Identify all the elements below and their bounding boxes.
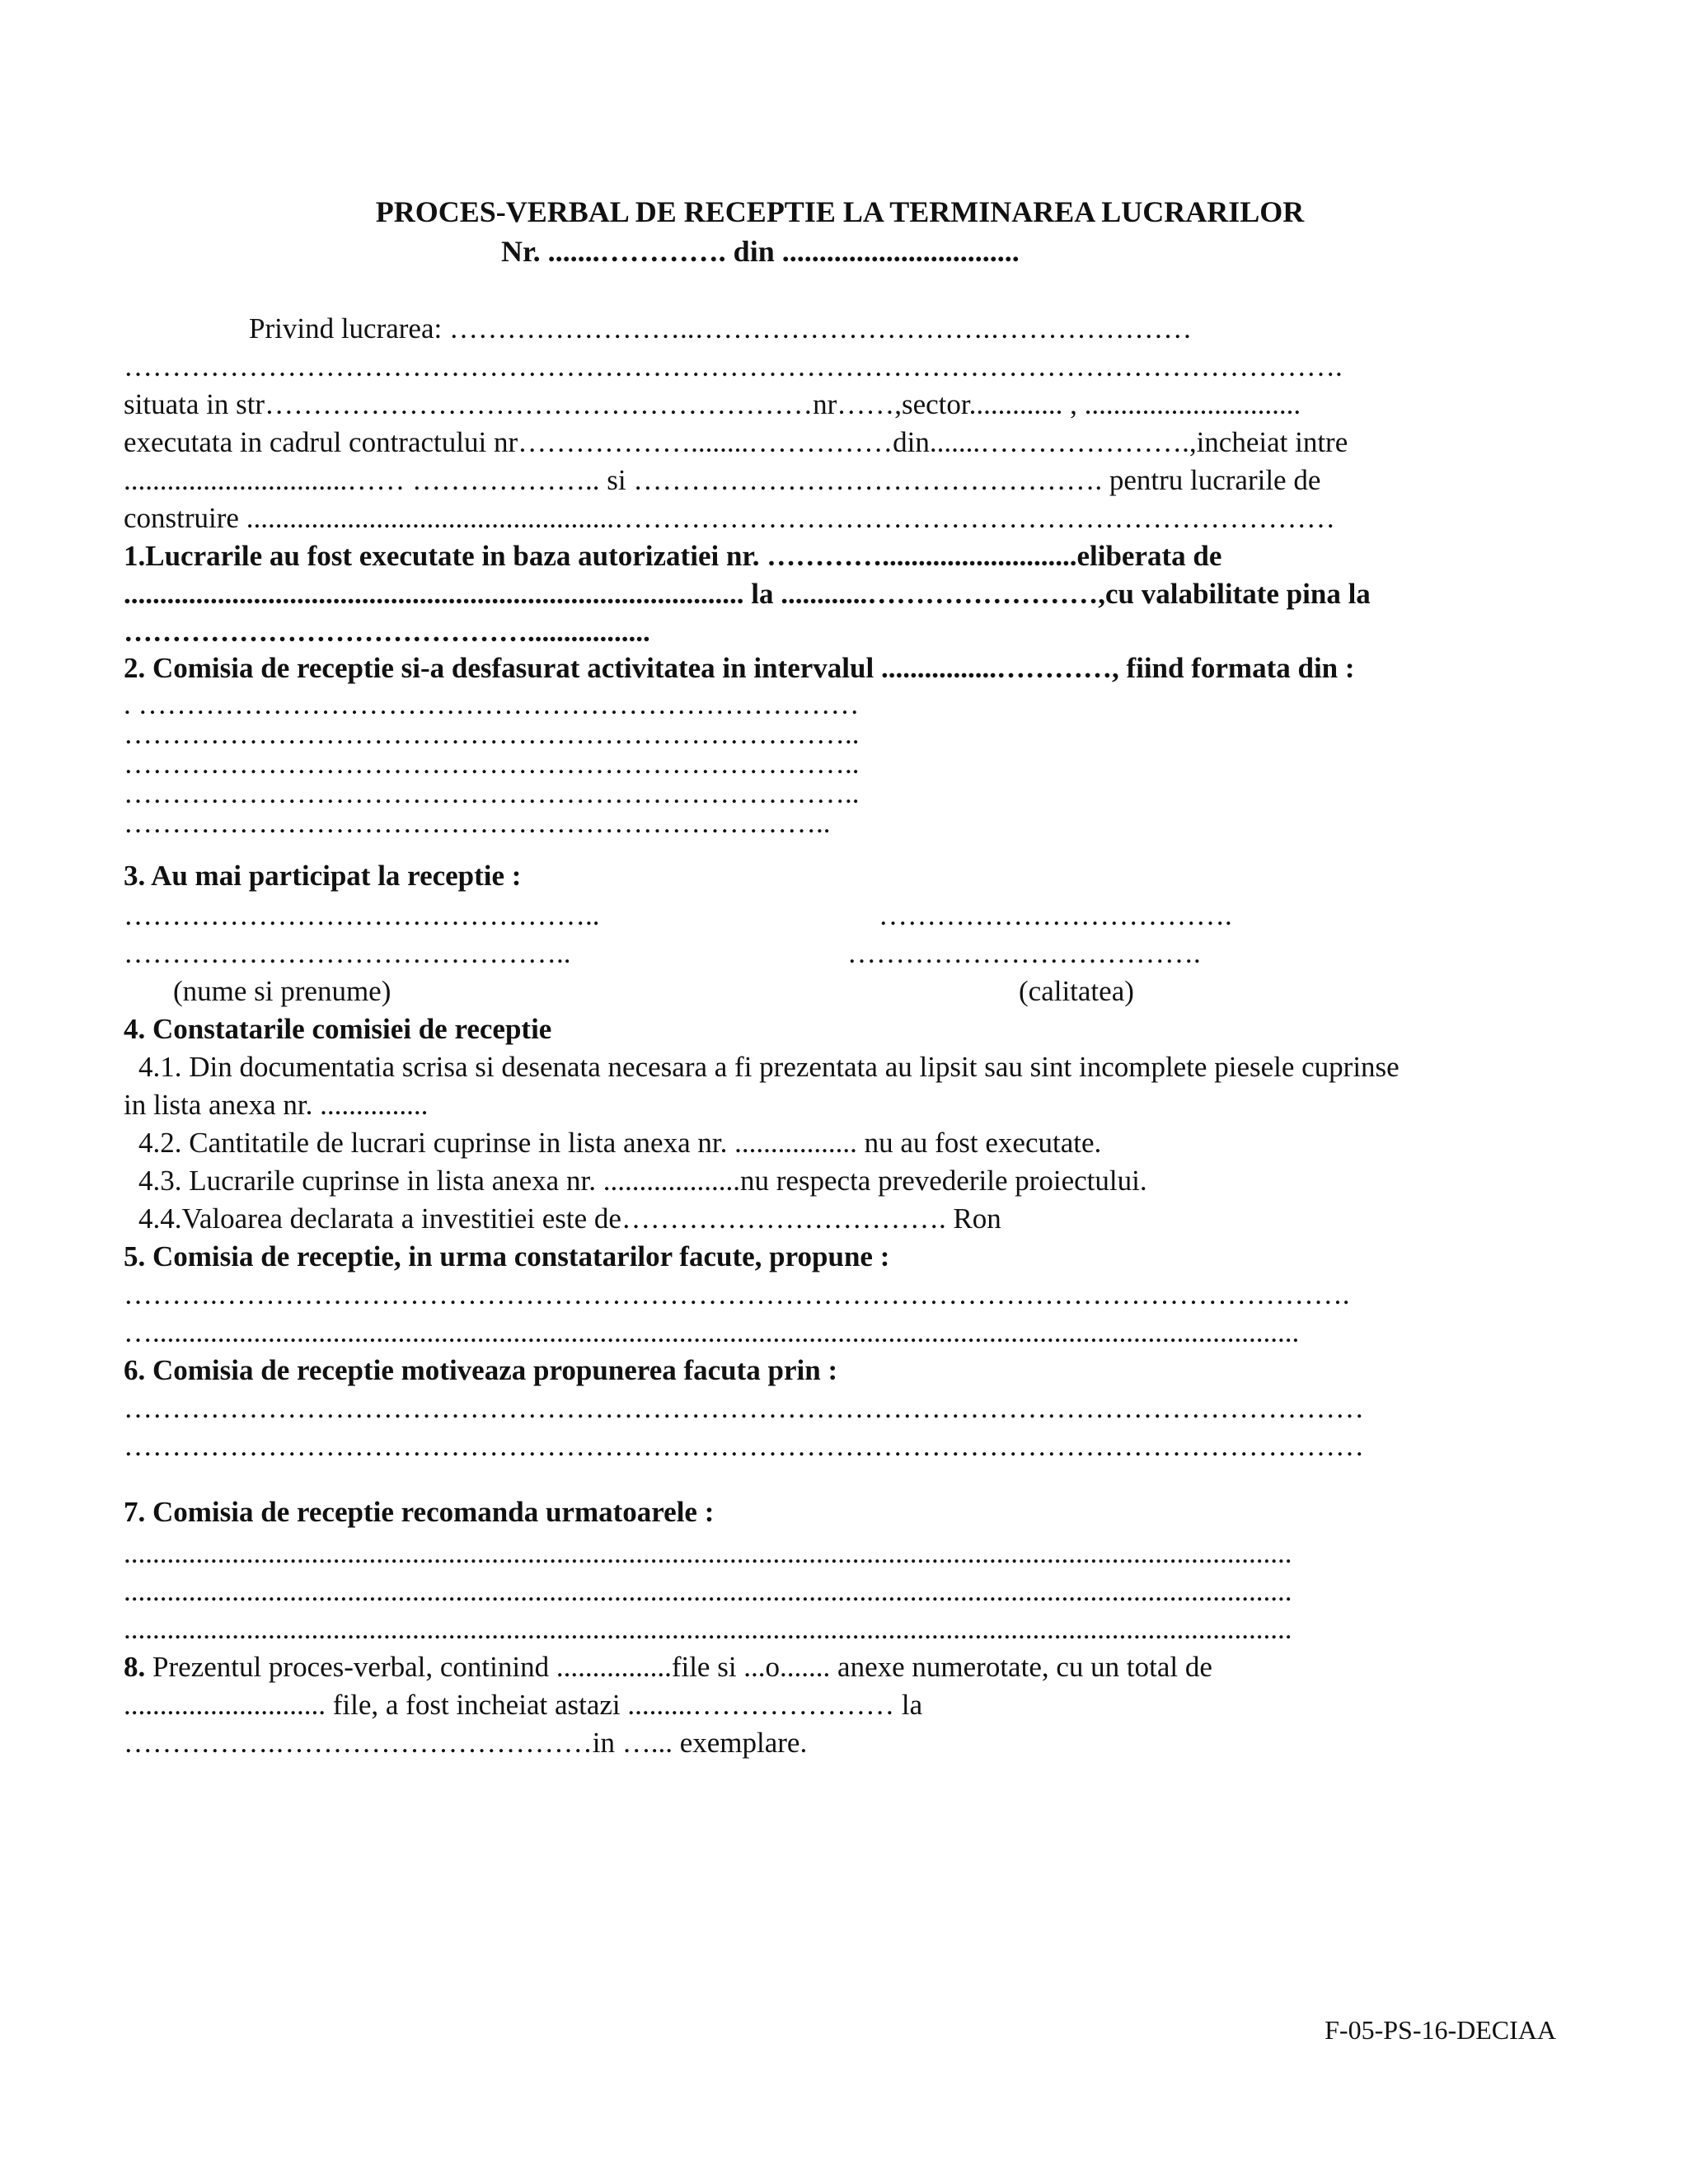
finding-4-4: 4.4.Valoarea declarata a investitiei este de……………………………. Ron bbox=[138, 1202, 1001, 1235]
document-number-line: Nr. .......…………. din ................................ bbox=[501, 235, 1020, 268]
section-7-line-2: .................................................................................................................................................................. bbox=[124, 1575, 1292, 1607]
participant-name-line: ……………………………………….. bbox=[124, 937, 571, 969]
form-code: F-05-PS-16-DECIAA bbox=[1325, 2015, 1556, 2045]
section-2-member-line: ………………………………………………………………….. bbox=[124, 777, 860, 809]
document-title: PROCES-VERBAL DE RECEPTIE LA TERMINAREA LUCRARILOR bbox=[375, 195, 1305, 228]
section-7-title: 7. Comisia de receptie recomanda urmatoarele : bbox=[124, 1496, 715, 1528]
situata-line: situata in str…………………………………………………nr……,sector............. , .............................. bbox=[124, 388, 1301, 420]
privind-lucrarea-line: Privind lucrarea: ……………………..………………………….………………… bbox=[249, 312, 1193, 344]
section-5-title: 5. Comisia de receptie, in urma constatarilor facute, propune : bbox=[124, 1240, 890, 1272]
section-1-line-1: 1.Lucrarile au fost executate in baza autorizatiei nr. …………...........................eliberata de bbox=[124, 540, 1222, 572]
privind-continuation-line: ………………………………………………………………………………………………………………. bbox=[124, 350, 1343, 382]
section-3-title: 3. Au mai participat la receptie : bbox=[124, 860, 522, 892]
section-2-member-line: ……………………………………………………………….. bbox=[124, 807, 831, 839]
parti-line: ...............................…… ……………….. si …………………………………………. pentru lucrarile de bbox=[124, 464, 1321, 496]
section-7-line-1: .................................................................................................................................................................. bbox=[124, 1537, 1292, 1569]
section-2-title: 2. Comisia de receptie si-a desfasurat activitatea in intervalul ................…………, fiind formata din : bbox=[124, 652, 1355, 684]
section-2-member-line: . ………………………………………………………………… bbox=[124, 688, 860, 720]
section-2-member-line: ………………………………………………………………….. bbox=[124, 748, 860, 780]
section-6-line-1: ………………………………………………………………………………………………………………… bbox=[124, 1392, 1364, 1424]
finding-4-1-line-1: 4.1. Din documentatia scrisa si desenata necesara a fi prezentata au lipsit sau sint incomplete piesele cuprinse bbox=[138, 1051, 1400, 1083]
section-4-title: 4. Constatarile comisiei de receptie bbox=[124, 1013, 552, 1045]
construire-line: construire ...................................................………………………………………………………………… bbox=[124, 502, 1335, 534]
finding-4-2: 4.2. Cantitatile de lucrari cuprinse in lista anexa nr. ................. nu au fost executate. bbox=[138, 1127, 1102, 1159]
section-8-text: Prezentul proces-verbal, continind ................file si ...o....... anexe numerotate, cu un total de bbox=[145, 1651, 1212, 1683]
participant-role-line: ………………………………. bbox=[879, 899, 1232, 931]
section-5-line-2: …............................................................................................................................................................... bbox=[124, 1316, 1300, 1348]
section-1-line-3: ……………………………………................. bbox=[124, 616, 650, 648]
finding-4-3: 4.3. Lucrarile cuprinse in lista anexa nr. ...................nu respecta prevederile proiectului. bbox=[138, 1165, 1147, 1197]
section-5-line-1: ……….………………………………………………………………………………………………………. bbox=[124, 1278, 1350, 1310]
section-8-line-1 bbox=[124, 1648, 1556, 1686]
caption-nume-prenume: (nume si prenume) bbox=[173, 975, 392, 1007]
section-8-number: 8. bbox=[124, 1651, 146, 1683]
executata-line: executata in cadrul contractului nr………………........……………din.......………………….,incheiat intre bbox=[124, 426, 1348, 458]
section-8-line-2: ............................ file, a fost incheiat astazi .........………………… la bbox=[124, 1689, 923, 1721]
finding-4-1-line-2: in lista anexa nr. ............... bbox=[124, 1089, 429, 1121]
participant-name-line: ………………………………………….. bbox=[124, 899, 600, 931]
caption-calitatea: (calitatea) bbox=[1019, 975, 1134, 1007]
participant-role-line: ………………………………. bbox=[847, 937, 1201, 969]
section-2-member-line: ………………………………………………………………….. bbox=[124, 718, 860, 750]
section-6-title: 6. Comisia de receptie motiveaza propunerea facuta prin : bbox=[124, 1354, 838, 1386]
section-8-line-3: …………….……………………………in …... exemplare. bbox=[124, 1727, 808, 1759]
section-6-line-2: ………………………………………………………………………………………………………………… bbox=[124, 1430, 1364, 1462]
section-7-line-3: .................................................................................................................................................................. bbox=[124, 1613, 1292, 1645]
section-1-line-2: ...................................................................................... la ............……………………,cu valabilitate pina la bbox=[124, 578, 1371, 610]
